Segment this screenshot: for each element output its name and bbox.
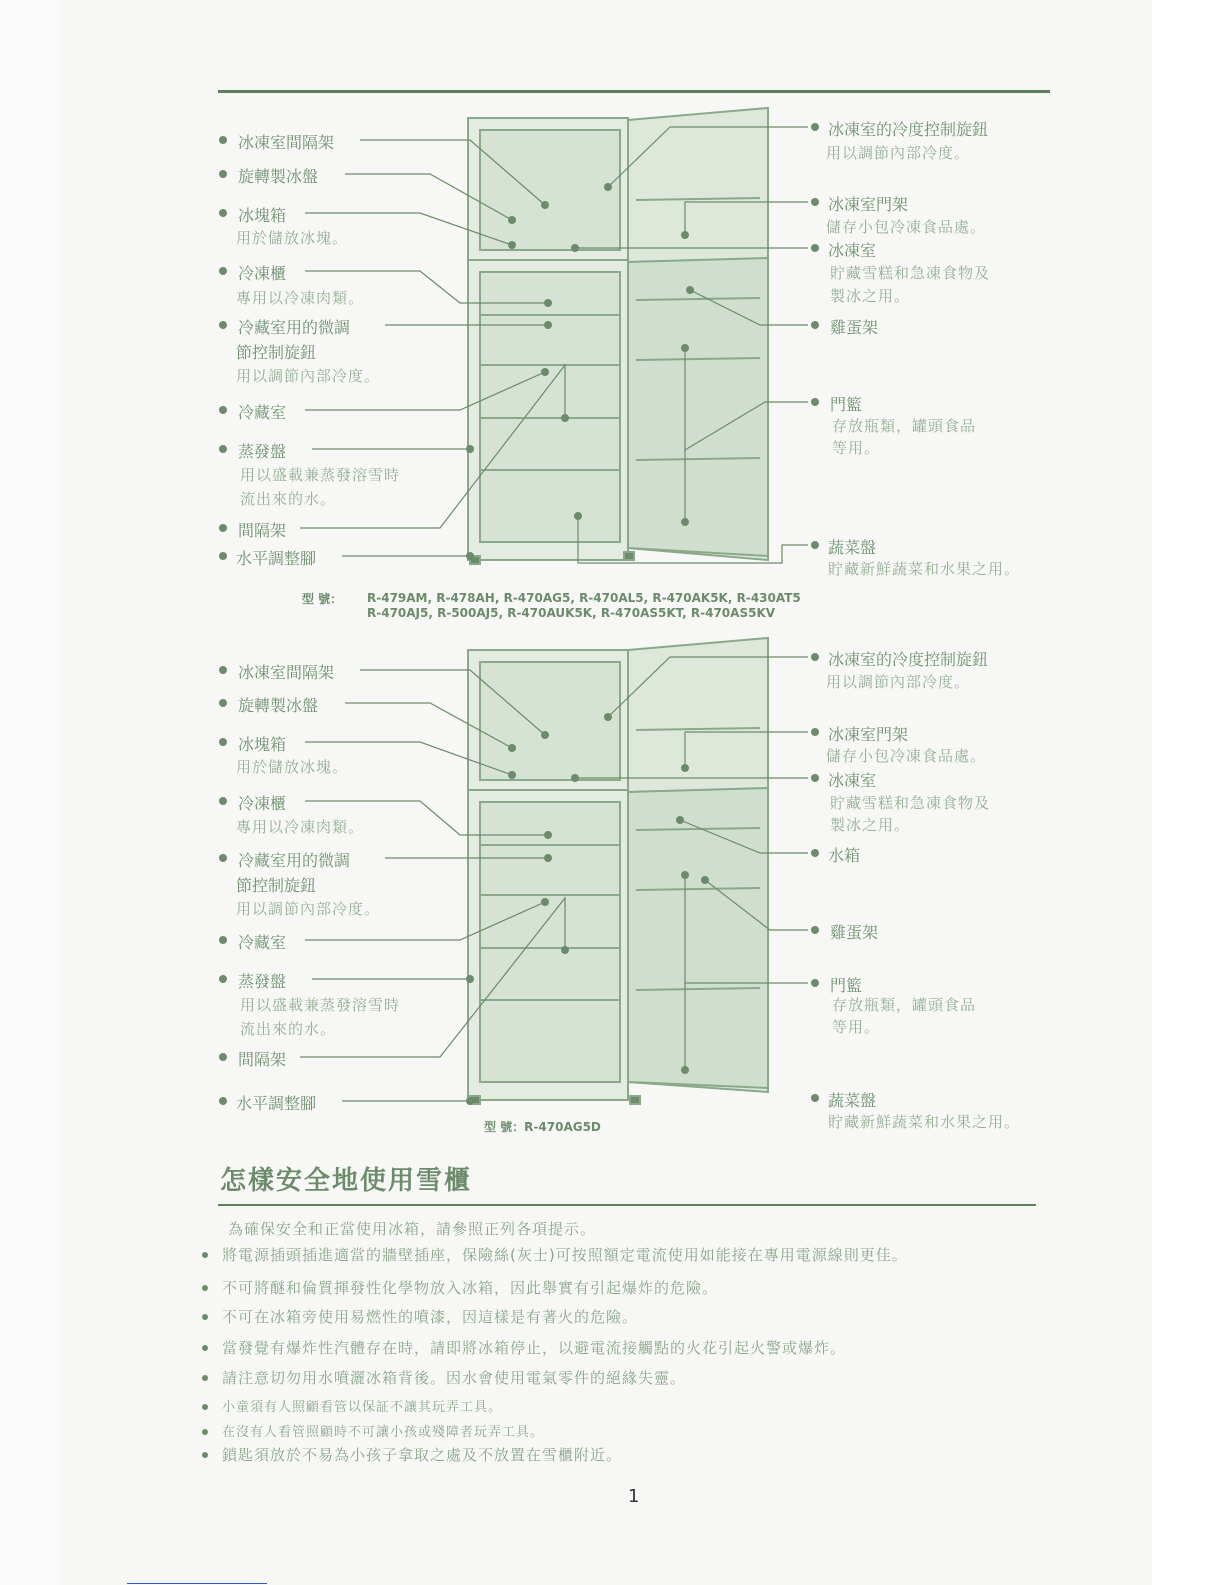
fig1-models-line1: R-479AM, R-478AH, R-470AG5, R-470AL5, R-470AK5K, R-430AT5 (367, 591, 801, 605)
section-rule (218, 1204, 1036, 1206)
bullet-icon (219, 445, 227, 453)
label-freezer-shelf: 冰凍室間隔架 (238, 663, 335, 682)
list-item: 請注意切勿用水噴灑冰箱背後。因水會使用電氣零件的絕緣失靈。 (222, 1369, 687, 1387)
fridge-illustration-1 (468, 108, 768, 564)
label-fridge-knob-2: 節控制旋鈕 (236, 876, 317, 895)
fig1-model-label: 型 號： (302, 592, 343, 606)
label-chilled-case: 冷凍櫃 (238, 794, 287, 813)
desc-door-basket-2: 等用。 (832, 439, 881, 457)
safety-intro: 為確保安全和正當使用冰箱，請參照正列各項提示。 (228, 1220, 597, 1238)
bullet-icon (811, 244, 819, 252)
bullet-icon (219, 136, 227, 144)
label-vegetable-crisper: 蔬菜盤 (828, 1091, 877, 1110)
bullet-icon (811, 728, 819, 736)
fig2-model: 型 號：R-470AG5D (484, 1120, 601, 1134)
bullet-icon (219, 797, 227, 805)
label-shelf: 間隔架 (238, 1050, 287, 1069)
bullet-icon (219, 666, 227, 674)
bullet-icon (219, 524, 227, 532)
desc-freezer-2: 製冰之用。 (830, 287, 911, 305)
desc-evaporating-pan-1: 用以盛載兼蒸發溶雪時 (240, 996, 401, 1014)
bullet-icon (219, 975, 227, 983)
bullet-icon (811, 198, 819, 206)
label-chilled-case: 冷凍櫃 (238, 264, 287, 283)
label-freezer-shelf: 冰凍室間隔架 (238, 133, 335, 152)
label-fridge-knob: 冷藏室用的微調 (238, 851, 351, 870)
bullet-icon (202, 1285, 208, 1291)
desc-door-basket-2: 等用。 (832, 1018, 881, 1036)
bullet-icon (202, 1314, 208, 1320)
page-number: 1 (628, 1486, 640, 1507)
desc-vegetable-crisper: 貯藏新鮮蔬菜和水果之用。 (828, 560, 1021, 578)
desc-evaporating-pan-1: 用以盛載兼蒸發溶雪時 (240, 466, 401, 484)
label-ice-box: 冰塊箱 (238, 735, 287, 754)
label-leveling-foot: 水平調整腳 (236, 1094, 317, 1113)
desc-door-basket-1: 存放瓶類，罐頭食品 (832, 996, 977, 1014)
desc-fridge-knob: 用以調節內部冷度。 (236, 367, 381, 385)
desc-ice-box: 用於儲放冰塊。 (236, 758, 349, 776)
label-water-tank: 水箱 (828, 846, 861, 865)
desc-freezer-door-pocket: 儲存小包冷凍食品處。 (826, 747, 987, 765)
label-freezer: 冰凍室 (828, 241, 877, 260)
bullet-icon (811, 774, 819, 782)
bullet-icon (219, 1053, 227, 1061)
bullet-icon (811, 541, 819, 549)
label-fridge-knob-2: 節控制旋鈕 (236, 343, 317, 362)
list-item: 在沒有人看管照顧時不可讓小孩或殘障者玩弄工具。 (222, 1425, 545, 1440)
desc-vegetable-crisper: 貯藏新鮮蔬菜和水果之用。 (828, 1113, 1021, 1131)
bullet-icon (219, 738, 227, 746)
label-evaporating-pan: 蒸發盤 (238, 442, 287, 461)
bullet-icon (811, 123, 819, 131)
desc-evaporating-pan-2: 流出來的水。 (240, 490, 337, 508)
desc-freezer-2: 製冰之用。 (830, 816, 911, 834)
desc-freezer-door-pocket: 儲存小包冷凍食品處。 (826, 218, 987, 236)
desc-evaporating-pan-2: 流出來的水。 (240, 1020, 337, 1038)
label-door-basket: 門籃 (830, 976, 863, 995)
label-twist-ice-tray: 旋轉製冰盤 (238, 167, 319, 186)
list-item: 小童須有人照顧看管以保証不讓其玩弄工具。 (222, 1400, 503, 1415)
bullet-icon (811, 979, 819, 987)
bullet-icon (219, 699, 227, 707)
bullet-icon (202, 1345, 208, 1351)
label-door-basket: 門籃 (830, 395, 863, 414)
bullet-icon (202, 1452, 208, 1458)
bullet-icon (219, 1097, 227, 1105)
label-fridge-knob: 冷藏室用的微調 (238, 318, 351, 337)
list-item: 鎖匙須放於不易為小孩子拿取之處及不放置在雪櫃附近。 (222, 1446, 623, 1464)
bullet-icon (811, 849, 819, 857)
bullet-icon (219, 552, 227, 560)
bullet-icon (219, 321, 227, 329)
bullet-icon (202, 1252, 208, 1258)
desc-freezer-knob: 用以調節內部冷度。 (826, 673, 971, 691)
bullet-icon (219, 936, 227, 944)
label-freezer-door-pocket: 冰凍室門架 (828, 195, 909, 214)
desc-chilled-case: 專用以冷凍肉類。 (236, 818, 365, 836)
bullet-icon (219, 170, 227, 178)
bullet-icon (811, 926, 819, 934)
section-heading: 怎樣安全地使用雪櫃 (220, 1166, 473, 1196)
desc-ice-box: 用於儲放冰塊。 (236, 229, 349, 247)
label-evaporating-pan: 蒸發盤 (238, 972, 287, 991)
label-freezer-door-pocket: 冰凍室門架 (828, 725, 909, 744)
footer-link-underline (127, 1583, 267, 1584)
bullet-icon (219, 209, 227, 217)
list-item: 不可將醚和倫質揮發性化學物放入冰箱，因此舉實有引起爆炸的危險。 (222, 1279, 719, 1297)
bullet-icon (811, 653, 819, 661)
label-twist-ice-tray: 旋轉製冰盤 (238, 696, 319, 715)
list-item: 當發覺有爆炸性汽體存在時，請即將冰箱停止，以避電流接觸點的火花引起火警或爆炸。 (222, 1339, 847, 1357)
bullet-icon (219, 267, 227, 275)
desc-fridge-knob: 用以調節內部冷度。 (236, 900, 381, 918)
label-leveling-foot: 水平調整腳 (236, 549, 317, 568)
list-item: 將電源插頭插進適當的牆壁插座，保險絲(灰士)可按照額定電流使用如能接在專用電源線則更佳。 (222, 1246, 908, 1264)
desc-freezer-1: 貯藏雪糕和急凍食物及 (830, 794, 991, 812)
bullet-icon (202, 1375, 208, 1381)
list-item: 不可在冰箱旁使用易燃性的噴漆，因這樣是有著火的危險。 (222, 1308, 639, 1326)
label-vegetable-crisper: 蔬菜盤 (828, 538, 877, 557)
label-refrigerator: 冷藏室 (238, 403, 287, 422)
fig1-models-line2: R-470AJ5, R-500AJ5, R-470AUK5K, R-470AS5KT, R-470AS5KV (367, 606, 776, 620)
label-egg-rack: 雞蛋架 (830, 318, 879, 337)
bullet-icon (811, 321, 819, 329)
desc-chilled-case: 專用以冷凍肉類。 (236, 289, 365, 307)
label-shelf: 間隔架 (238, 521, 287, 540)
label-freezer-knob: 冰凍室的冷度控制旋鈕 (828, 120, 989, 139)
label-egg-rack: 雞蛋架 (830, 923, 879, 942)
desc-door-basket-1: 存放瓶類，罐頭食品 (832, 417, 977, 435)
desc-freezer-knob: 用以調節內部冷度。 (826, 144, 971, 162)
bullet-icon (811, 398, 819, 406)
bullet-icon (202, 1404, 208, 1410)
label-freezer-knob: 冰凍室的冷度控制旋鈕 (828, 650, 989, 669)
bullet-icon (219, 406, 227, 414)
desc-freezer-1: 貯藏雪糕和急凍食物及 (830, 264, 991, 282)
bullet-icon (219, 854, 227, 862)
label-freezer: 冰凍室 (828, 771, 877, 790)
bullet-icon (202, 1429, 208, 1435)
label-ice-box: 冰塊箱 (238, 206, 287, 225)
bullet-icon (811, 1094, 819, 1102)
label-refrigerator: 冷藏室 (238, 933, 287, 952)
